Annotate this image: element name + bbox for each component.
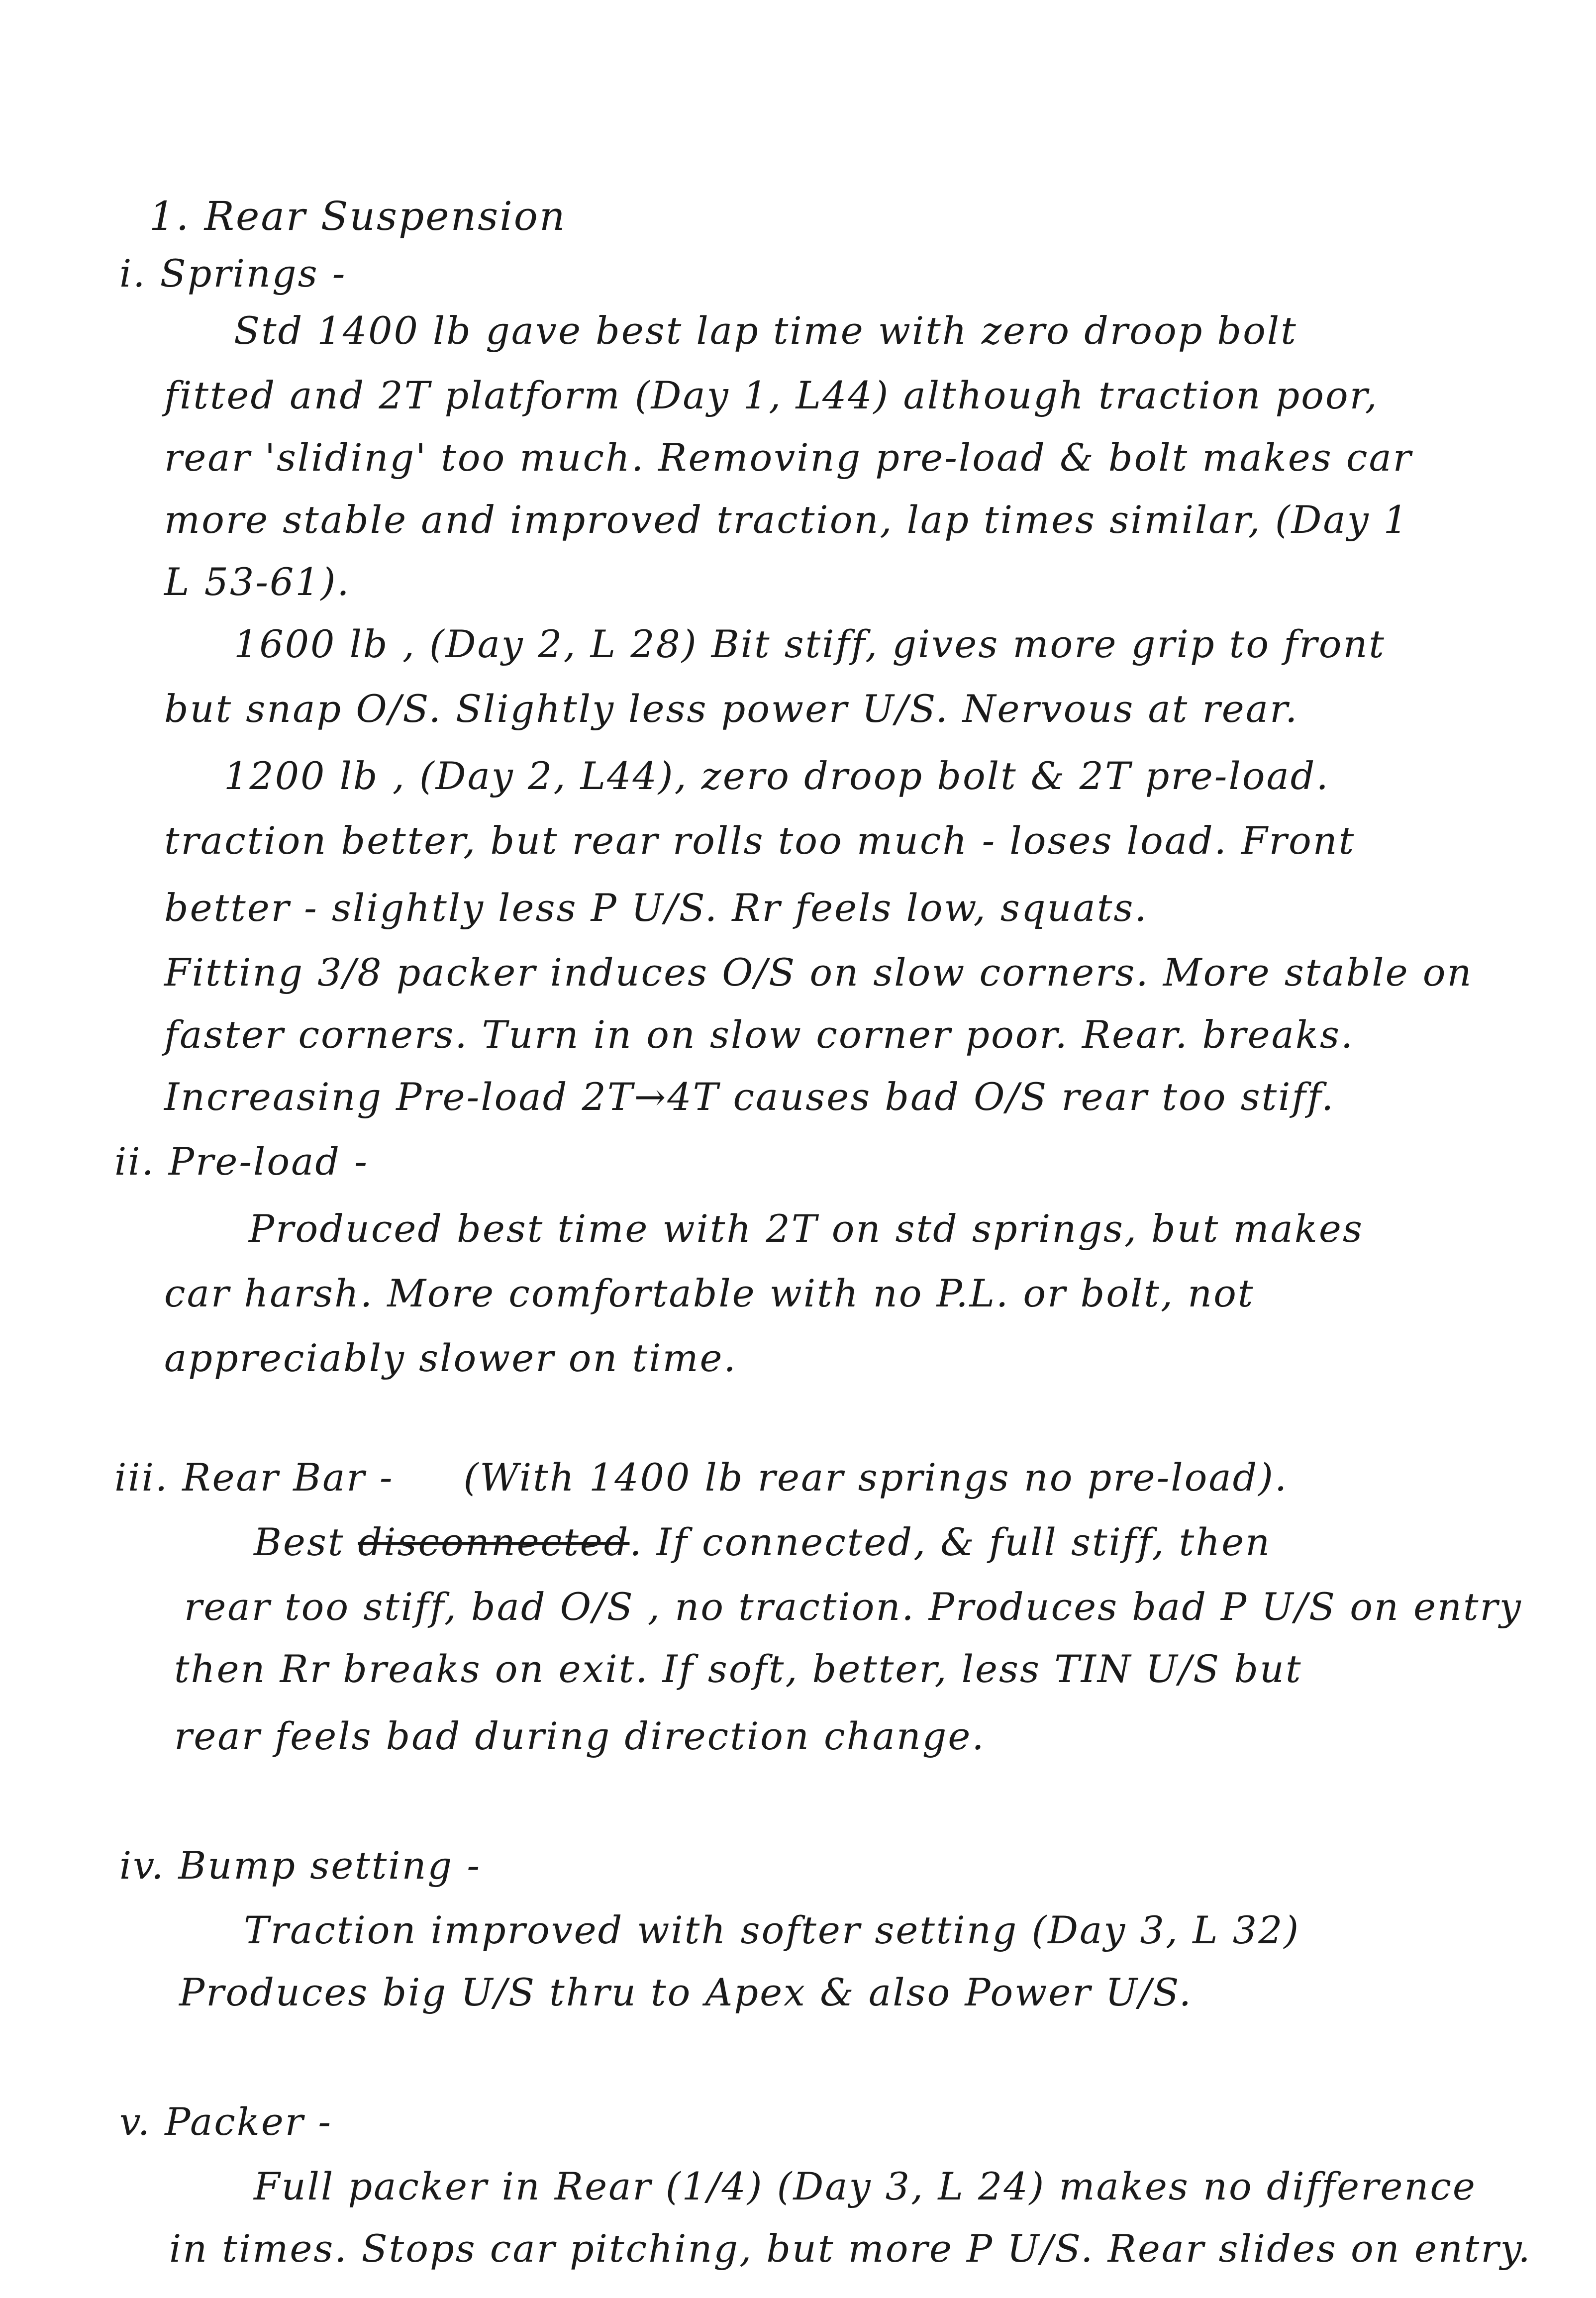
- note-line: Full packer in Rear (1/4) (Day 3, L 24) makes no difference: [254, 2164, 1477, 2208]
- note-line: appreciably slower on time.: [164, 1336, 737, 1380]
- section-heading-pre-load: ii. Pre-load -: [114, 1139, 369, 1184]
- note-line: car harsh. More comfortable with no P.L. or bolt, not: [164, 1271, 1255, 1315]
- note-line: Produces big U/S thru to Apex & also Power U/S.: [179, 1970, 1193, 2014]
- page-title: 1. Rear Suspension: [149, 193, 567, 239]
- note-line: more stable and improved traction, lap times similar, (Day 1: [164, 498, 1409, 542]
- note-line: L 53-61).: [164, 560, 351, 604]
- note-line: 1200 lb , (Day 2, L44), zero droop bolt & 2T pre-load.: [224, 754, 1330, 798]
- note-line: faster corners. Turn in on slow corner poor. Rear. breaks.: [164, 1012, 1355, 1057]
- section-heading-bump-setting: iv. Bump setting -: [119, 1843, 482, 1888]
- section-heading-springs: i. Springs -: [119, 251, 347, 296]
- heading-label: iii. Rear Bar -: [114, 1455, 394, 1499]
- note-text: Best: [254, 1520, 358, 1564]
- note-line: rear too stiff, bad O/S , no traction. Produces bad P U/S on entry: [184, 1585, 1522, 1629]
- section-heading-packer: v. Packer -: [119, 2099, 333, 2144]
- note-line: 1600 lb , (Day 2, L 28) Bit stiff, gives more grip to front: [234, 622, 1386, 666]
- note-line: Std 1400 lb gave best lap time with zero droop bolt: [234, 308, 1297, 353]
- note-text: . If connected, & full stiff, then: [629, 1520, 1272, 1564]
- note-line: in times. Stops car pitching, but more P U/S. Rear slides on entry.: [169, 2226, 1532, 2271]
- note-line: rear feels bad during direction change.: [174, 1714, 986, 1758]
- note-line: rear 'sliding' too much. Removing pre-load & bolt makes car: [164, 435, 1413, 480]
- section-heading-rear-bar: [114, 1453, 1288, 1502]
- note-line: Fitting 3/8 packer induces O/S on slow corners. More stable on: [164, 950, 1473, 995]
- note-line: traction better, but rear rolls too much - loses load. Front: [164, 818, 1356, 863]
- note-line: then Rr breaks on exit. If soft, better, less TIN U/S but: [174, 1647, 1302, 1691]
- note-line: Traction improved with softer setting (Day 3, L 32): [244, 1908, 1300, 1952]
- note-line: but snap O/S. Slightly less power U/S. Nervous at rear.: [164, 687, 1299, 731]
- note-line: [254, 1517, 1271, 1567]
- heading-note: (With 1400 lb rear springs no pre-load).: [463, 1455, 1289, 1499]
- note-line: Produced best time with 2T on std springs, but makes: [249, 1206, 1364, 1251]
- note-line: Increasing Pre-load 2T→4T causes bad O/S rear too stiff.: [164, 1075, 1335, 1119]
- note-line: better - slightly less P U/S. Rr feels low, squats.: [164, 886, 1148, 930]
- note-line: fitted and 2T platform (Day 1, L44) although traction poor,: [164, 373, 1379, 417]
- struck-out-word: disconnected: [358, 1520, 630, 1564]
